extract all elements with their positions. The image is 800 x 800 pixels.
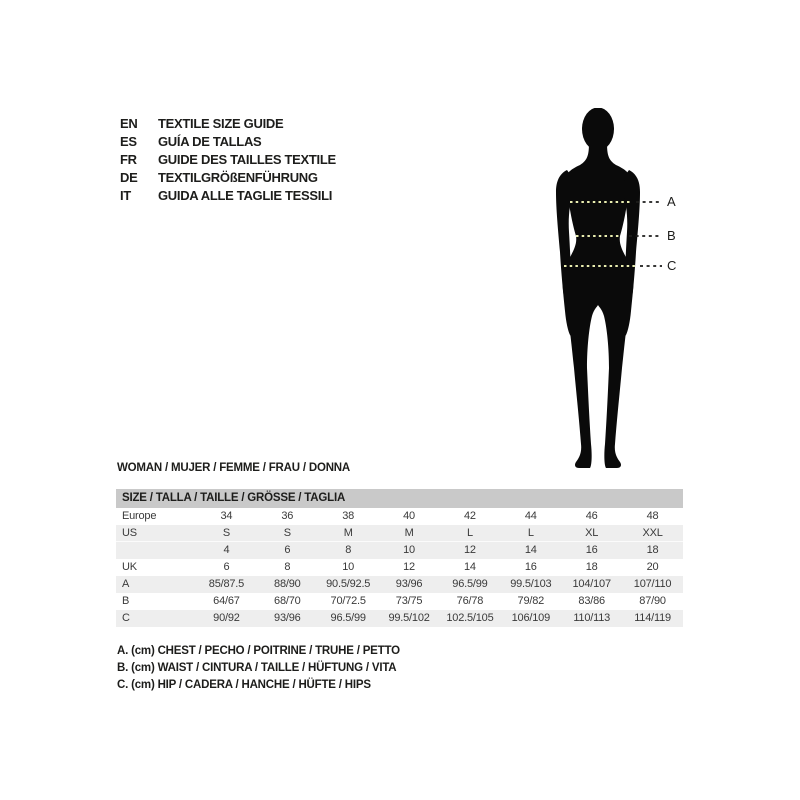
table-cell: 4 (223, 544, 230, 556)
language-code: IT (120, 188, 131, 203)
language-code: DE (120, 170, 138, 185)
table-cell: M (404, 527, 414, 539)
table-cell: S (222, 527, 230, 539)
language-code: FR (120, 152, 137, 167)
language-title: GUIDA ALLE TAGLIE TESSILI (158, 188, 333, 203)
table-row-waist (116, 593, 683, 610)
table-row-us (116, 525, 683, 542)
table-cell: 107/110 (633, 578, 672, 590)
table-cell: 96.5/99 (330, 612, 366, 624)
language-title: TEXTILE SIZE GUIDE (158, 116, 284, 131)
language-row-de (120, 169, 336, 187)
language-title: GUIDE DES TAILLES TEXTILE (158, 152, 336, 167)
size-table-header: SIZE / TALLA / TAILLE / GRÖSSE / TAGLIA (116, 489, 683, 508)
table-cell: 83/86 (578, 595, 605, 607)
woman-silhouette-figure (545, 108, 690, 478)
table-cell: 44 (524, 510, 537, 522)
table-cell: 46 (585, 510, 598, 522)
table-row-us-numeric (116, 542, 683, 559)
row-label: B (122, 595, 130, 607)
row-label: Europe (122, 510, 157, 522)
table-cell: 34 (220, 510, 233, 522)
table-cell: 14 (464, 561, 476, 573)
table-cell: XL (585, 527, 599, 539)
table-cell: 88/90 (274, 578, 301, 590)
table-cell: 93/96 (395, 578, 423, 590)
table-cell: 36 (281, 510, 294, 522)
table-cell: 110/113 (573, 612, 611, 624)
table-cell: 73/75 (395, 595, 423, 607)
table-cell: 87/90 (639, 595, 666, 607)
size-table (116, 508, 683, 627)
table-cell: 76/78 (456, 595, 484, 607)
table-cell: 8 (284, 561, 291, 573)
table-cell: 16 (585, 544, 598, 556)
marker-label-b: B (667, 228, 676, 243)
table-cell: 93/96 (274, 612, 301, 624)
table-cell: 12 (464, 544, 476, 556)
table-cell: 14 (524, 544, 537, 556)
table-cell: 48 (646, 510, 659, 522)
table-cell: 85/87.5 (208, 578, 245, 590)
language-row-es (120, 133, 336, 151)
table-cell: 90.5/92.5 (326, 578, 371, 590)
table-cell: 12 (403, 561, 415, 573)
row-label: UK (122, 561, 137, 573)
row-label: A (122, 578, 130, 590)
table-cell: 18 (585, 561, 598, 573)
table-cell: 64/67 (213, 595, 240, 607)
table-cell: 70/72.5 (330, 595, 366, 607)
table-cell: L (466, 527, 473, 539)
table-cell: 16 (524, 561, 537, 573)
table-cell: 104/107 (572, 578, 611, 590)
language-row-en (120, 115, 336, 133)
table-cell: XXL (642, 527, 663, 539)
table-cell: S (283, 527, 291, 539)
measurement-legend (117, 643, 400, 694)
table-cell: 114/119 (634, 612, 671, 624)
table-cell: 106/109 (511, 612, 550, 624)
table-cell: 99.5/102 (388, 612, 430, 624)
language-code: ES (120, 134, 137, 149)
table-cell: 20 (646, 561, 659, 573)
table-cell: 6 (284, 544, 291, 556)
table-cell: L (527, 527, 534, 539)
table-cell: 6 (223, 561, 230, 573)
language-title: GUÍA DE TALLAS (158, 134, 262, 149)
table-row-chest (116, 576, 683, 593)
table-row-uk (116, 559, 683, 576)
table-cell: 68/70 (274, 595, 301, 607)
table-row-hip (116, 610, 683, 627)
silhouette-body (563, 142, 634, 468)
table-cell: 40 (403, 510, 415, 522)
table-cell: 38 (342, 510, 355, 522)
row-label: US (122, 527, 137, 539)
legend-waist: B. (cm) WAIST / CINTURA / TAILLE / HÜFTUNG / VITA (117, 662, 397, 674)
table-cell: 99.5/103 (510, 578, 552, 590)
legend-hip: C. (cm) HIP / CADERA / HANCHE / HÜFTE / HIPS (117, 679, 371, 691)
table-cell: 96.5/99 (452, 578, 488, 590)
language-code: EN (120, 116, 138, 131)
table-cell: 10 (342, 561, 355, 573)
marker-label-a: A (667, 194, 676, 209)
language-title: TEXTILGRÖßENFÜHRUNG (158, 170, 318, 185)
language-row-fr (120, 151, 336, 169)
language-list (120, 115, 336, 205)
table-cell: 8 (345, 544, 352, 556)
table-cell: 79/82 (517, 595, 545, 607)
table-cell: 90/92 (213, 612, 240, 624)
marker-label-c: C (667, 258, 677, 273)
table-cell: M (343, 527, 353, 539)
table-cell: 10 (403, 544, 415, 556)
language-row-it (120, 187, 336, 205)
row-label (116, 542, 196, 559)
table-cell: 42 (464, 510, 476, 522)
row-label: C (122, 612, 130, 624)
table-cell: 18 (646, 544, 659, 556)
table-cell: 102.5/105 (446, 612, 494, 624)
section-title-woman: WOMAN / MUJER / FEMME / FRAU / DONNA (117, 462, 351, 474)
legend-chest: A. (cm) CHEST / PECHO / POITRINE / TRUHE / PETTO (117, 645, 400, 657)
table-row-europe (116, 508, 683, 525)
